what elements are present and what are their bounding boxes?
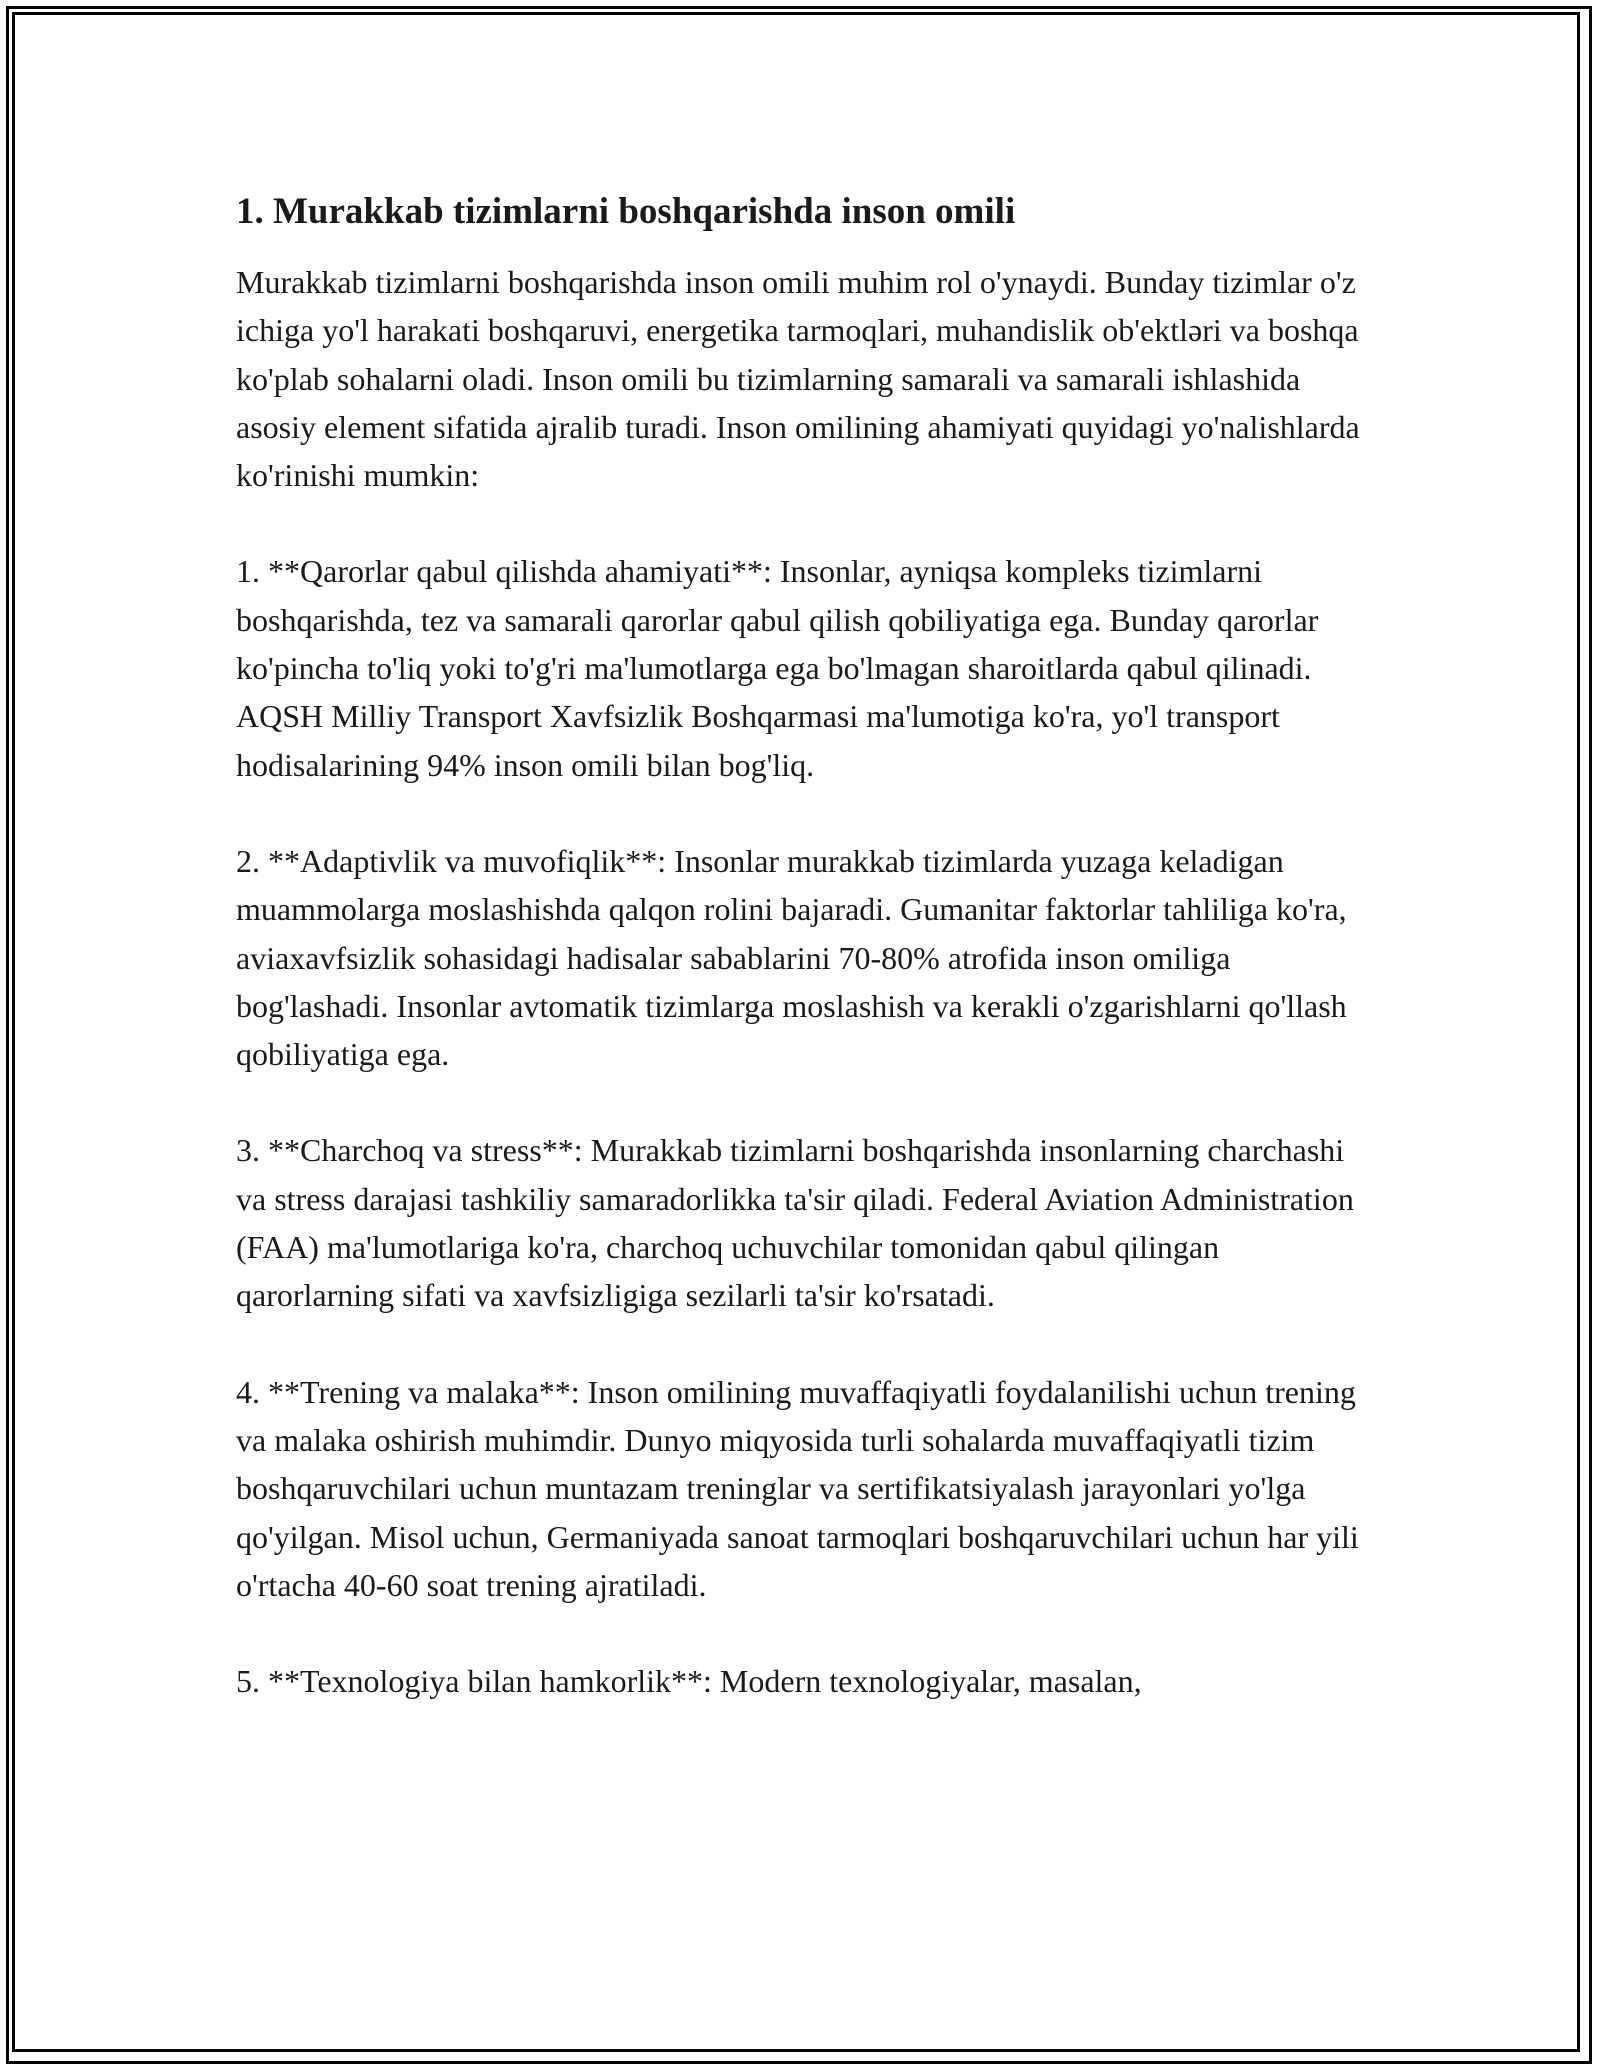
intro-paragraph: Murakkab tizimlarni boshqarishda inson omili muhim rol o'ynaydi. Bunday tizimlar o'z ichiga yo'l harakati boshqaruvi, energetika tarmoqlari, muhandislik ob'ektləri va boshqa ko'plab sohalarni oladi. Inson omili bu tizimlarning samarali va samarali ishlashida asosiy element sifatida ajralib turadi. Inson omilining ahamiyati quyidagi yo'nalishlarda ko'rinishi mumkin: [236, 264, 1360, 494]
list-item-4-paragraph: 4. **Trening va malaka**: Inson omilining muvaffaqiyatli foydalanilishi uchun trening va malaka oshirish muhimdir. Dunyo miqyosida turli sohalarda muvaffaqiyatli tizim boshqaruvchilari uchun muntazam treninglar va sertifikatsiyalash jarayonlari yo'lga qo'yilgan. Misol uchun, Germaniyada sanoat tarmoqlari boshqaruvchilari uchun har yili o'rtacha 40-60 soat trening ajratiladi. [236, 1373, 1359, 1603]
document-title: 1. Murakkab tizimlarni boshqarishda inson omili [236, 191, 1016, 232]
list-item-2-paragraph: 2. **Adaptivlik va muvofiqlik**: Insonlar murakkab tizimlarda yuzaga keladigan muammolarga moslashishda qalqon rolini bajaradi. Gumanitar faktorlar tahliliga ko'ra, aviaxavfsizlik sohasidagi hadisalar sabablarini 70-80% atrofida inson omiliga bog'lashadi. Insonlar avtomatik tizimlarga moslashish va kerakli o'zgarishlarni qo'llash qobiliyatiga ega. [236, 842, 1347, 1073]
document-body [236, 188, 1376, 1753]
list-item-5-paragraph: 5. **Texnologiya bilan hamkorlik**: Modern texnologiyalar, masalan, [236, 1663, 1142, 1700]
list-item-3-paragraph: 3. **Charchoq va stress**: Murakkab tizimlarni boshqarishda insonlarning charchashi va stress darajasi tashkiliy samaradorlikka ta'sir qiladi. Federal Aviation Administration (FAA) ma'lumotlariga ko'ra, charchoq uchuvchilar tomonidan qabul qilingan qarorlarning sifati va xavfsizligiga sezilarli ta'sir ko'rsatadi. [236, 1132, 1354, 1314]
list-item-1-paragraph: 1. **Qarorlar qabul qilishda ahamiyati**: Insonlar, ayniqsa kompleks tizimlarni boshqarishda, tez va samarali qarorlar qabul qilish qobiliyatiga ega. Bunday qarorlar ko'pincha to'liq yoki to'g'ri ma'lumotlarga ega bo'lmagan sharoitlarda qabul qilinadi. AQSH Milliy Transport Xavfsizlik Boshqarmasi ma'lumotiga ko'ra, yo'l transport hodisalarining 94% inson omili bilan bog'liq. [236, 553, 1319, 783]
